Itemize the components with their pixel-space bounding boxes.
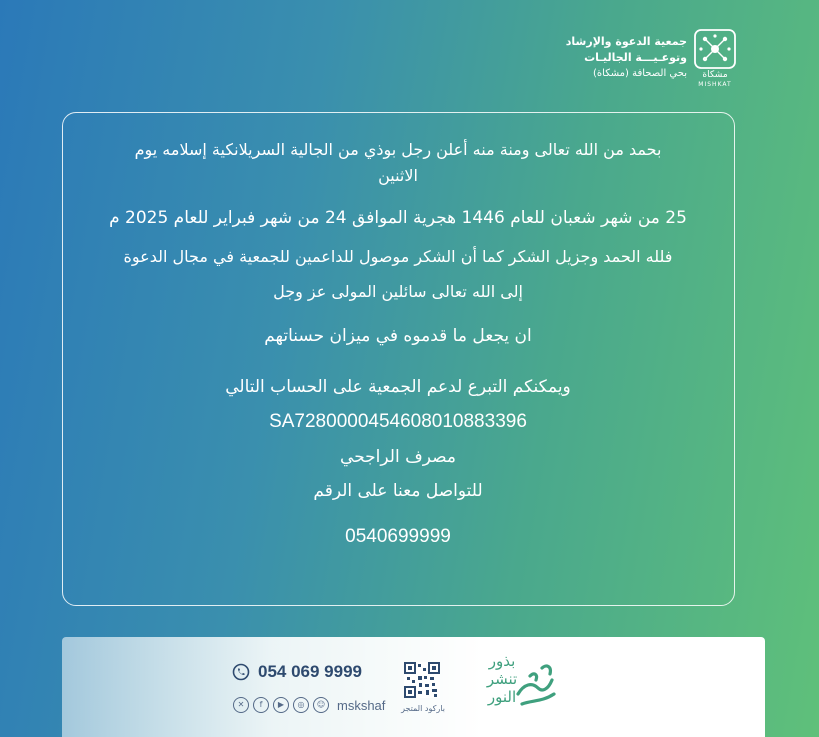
slogan-line-1: بذور xyxy=(488,652,516,670)
calligraphy-icon xyxy=(512,654,562,718)
calligraphy-logo xyxy=(512,654,562,722)
org-line-1: جمعية الدعوة والإرشاد xyxy=(565,35,687,48)
announcement-line-2: الاثنين xyxy=(378,166,418,185)
announcement-line-1: بحمد من الله تعالى ومنة منه أعلن رجل بوذي من الجالية السريلانكية إسلامه يوم xyxy=(134,140,662,159)
donation-instruction: ويمكنكم التبرع لدعم الجمعية على الحساب التالي xyxy=(225,377,571,397)
bank-name: مصرف الراجحي xyxy=(340,447,456,467)
x-icon[interactable]: ✕ xyxy=(233,697,249,713)
qr-code-label: باركود المتجر xyxy=(401,704,445,713)
footer-phone-number: 054 069 9999 xyxy=(258,662,362,681)
footer-phone[interactable] xyxy=(232,661,362,683)
instagram-icon[interactable]: ◎ xyxy=(293,697,309,713)
org-line-2: وتوعـيـــة الجاليـات xyxy=(584,51,687,64)
announcement-date-line: 25 من شهر شعبان للعام 1446 هجرية الموافق 24 من شهر فبراير للعام 2025 م xyxy=(109,208,687,228)
social-handle: mskshaf xyxy=(337,697,386,713)
whatsapp-icon xyxy=(232,663,250,681)
announcement-line-5: إلى الله تعالى سائلين المولى عز وجل xyxy=(273,282,523,301)
logo-english-name: MISHKAT xyxy=(698,81,732,88)
announcement-line-4: فلله الحمد وجزيل الشكر كما أن الشكر موصول للداعمين للجمعية في مجال الدعوة xyxy=(123,247,673,266)
slogan-line-3: النور xyxy=(487,688,517,706)
contact-label: للتواصل معنا على الرقم xyxy=(313,481,483,501)
announcement-line-6: ان يجعل ما قدموه في ميزان حسناتهم xyxy=(264,326,532,346)
logo-arabic-name: مشكاة xyxy=(702,70,728,80)
facebook-icon[interactable]: f xyxy=(253,697,269,713)
org-line-3: بحي الصحافة (مشكاة) xyxy=(593,68,687,79)
iban-number: SA7280000454608010883396 xyxy=(269,411,527,432)
snapchat-icon[interactable]: ☺ xyxy=(313,697,329,713)
youtube-icon[interactable]: ▶ xyxy=(273,697,289,713)
store-qr-code-icon[interactable] xyxy=(404,662,440,698)
logo-label xyxy=(693,70,737,90)
organization-name xyxy=(487,34,687,82)
social-links xyxy=(233,697,385,713)
slogan-line-2: تنشر xyxy=(486,670,518,688)
contact-number: 0540699999 xyxy=(345,526,451,547)
